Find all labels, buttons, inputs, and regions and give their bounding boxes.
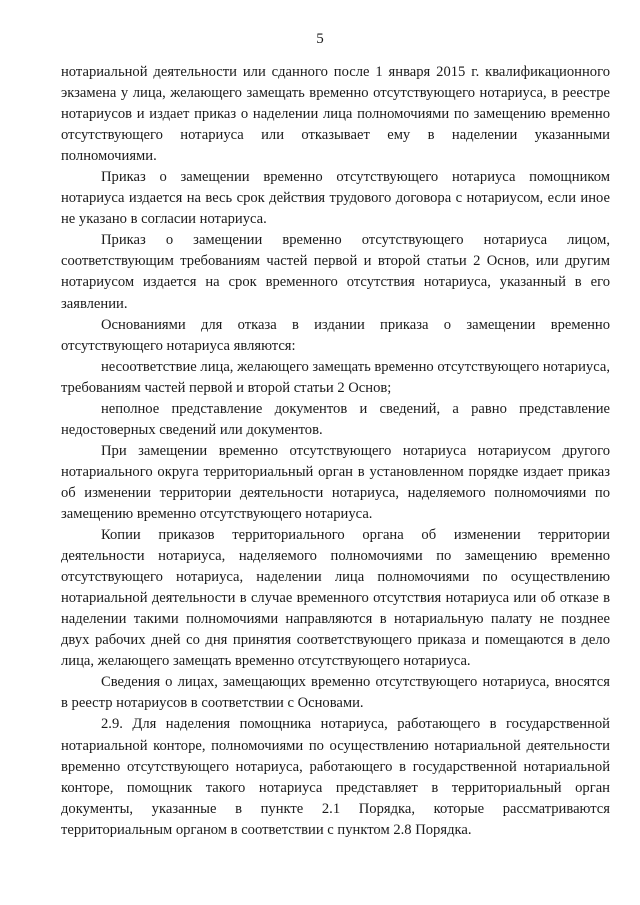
paragraph: Сведения о лицах, замещающих временно отсутствующего нотариуса, вносятся в реестр нотариусов в соответствии с Основами. — [61, 674, 610, 712]
paragraph: Приказ о замещении временно отсутствующего нотариуса лицом, соответствующим требованиям частей первой и второй статьи 2 Основ, или другим нотариусом издается на срок временного отсутствия нотариуса, указанный в его заявлении. — [61, 232, 610, 312]
paragraph: Копии приказов территориального органа об изменении территории деятельности нотариуса, наделяемого полномочиями по замещению временно отсутствующего нотариуса, наделении лица полномочиями по осуществлению нотариальной деятельности в случае временного отсутствия нотариуса или об отказе в наделении такими полномочиями направляются в нотариальную палату не позднее двух рабочих дней со дня принятия соответствующего приказа и помещаются в дело лица, желающего замещать временно отсутствующего нотариуса. — [61, 527, 610, 670]
page-number: 5 — [316, 31, 324, 47]
paragraph: Основаниями для отказа в издании приказа о замещении временно отсутствующего нотариуса являются: — [61, 316, 610, 354]
section-paragraph: 2.9. Для наделения помощника нотариуса, работающего в государственной нотариальной конторе, полномочиями по осуществлению нотариальной деятельности временно отсутствующего нотариуса, работающего в государственной нотариальной конторе, помощник такого нотариуса представляет в территориальный орган документы, указанные в пункте 2.1 Порядка, которые рассматриваются территориальным органом в соответствии с пунктом 2.8 Порядка. — [61, 716, 610, 838]
paragraph: При замещении временно отсутствующего нотариуса нотариусом другого нотариального округа территориальный орган в установленном порядке издает приказ об изменении территории деятельности нотариуса, наделяемого полномочиями по замещению временно отсутствующего нотариуса. — [61, 442, 610, 522]
list-item: неполное представление документов и сведений, а равно представление недостоверных сведений или документов. — [61, 400, 610, 438]
list-item: несоответствие лица, желающего замещать временно отсутствующего нотариуса, требованиям частей первой и второй статьи 2 Основ; — [61, 358, 610, 396]
paragraph-continuation: нотариальной деятельности или сданного после 1 января 2015 г. квалификационного экзамена у лица, желающего замещать временно отсутствующего нотариуса, в реестре нотариусов и издает приказ о наделении лица полномочиями по замещению временно отсутствующего нотариуса или отказывает ему в наделении указанными полномочиями. — [61, 64, 610, 165]
document-body — [61, 62, 610, 841]
paragraph: Приказ о замещении временно отсутствующего нотариуса помощником нотариуса издается на весь срок действия трудового договора с нотариусом, если иное не указано в согласии нотариуса. — [61, 169, 610, 228]
